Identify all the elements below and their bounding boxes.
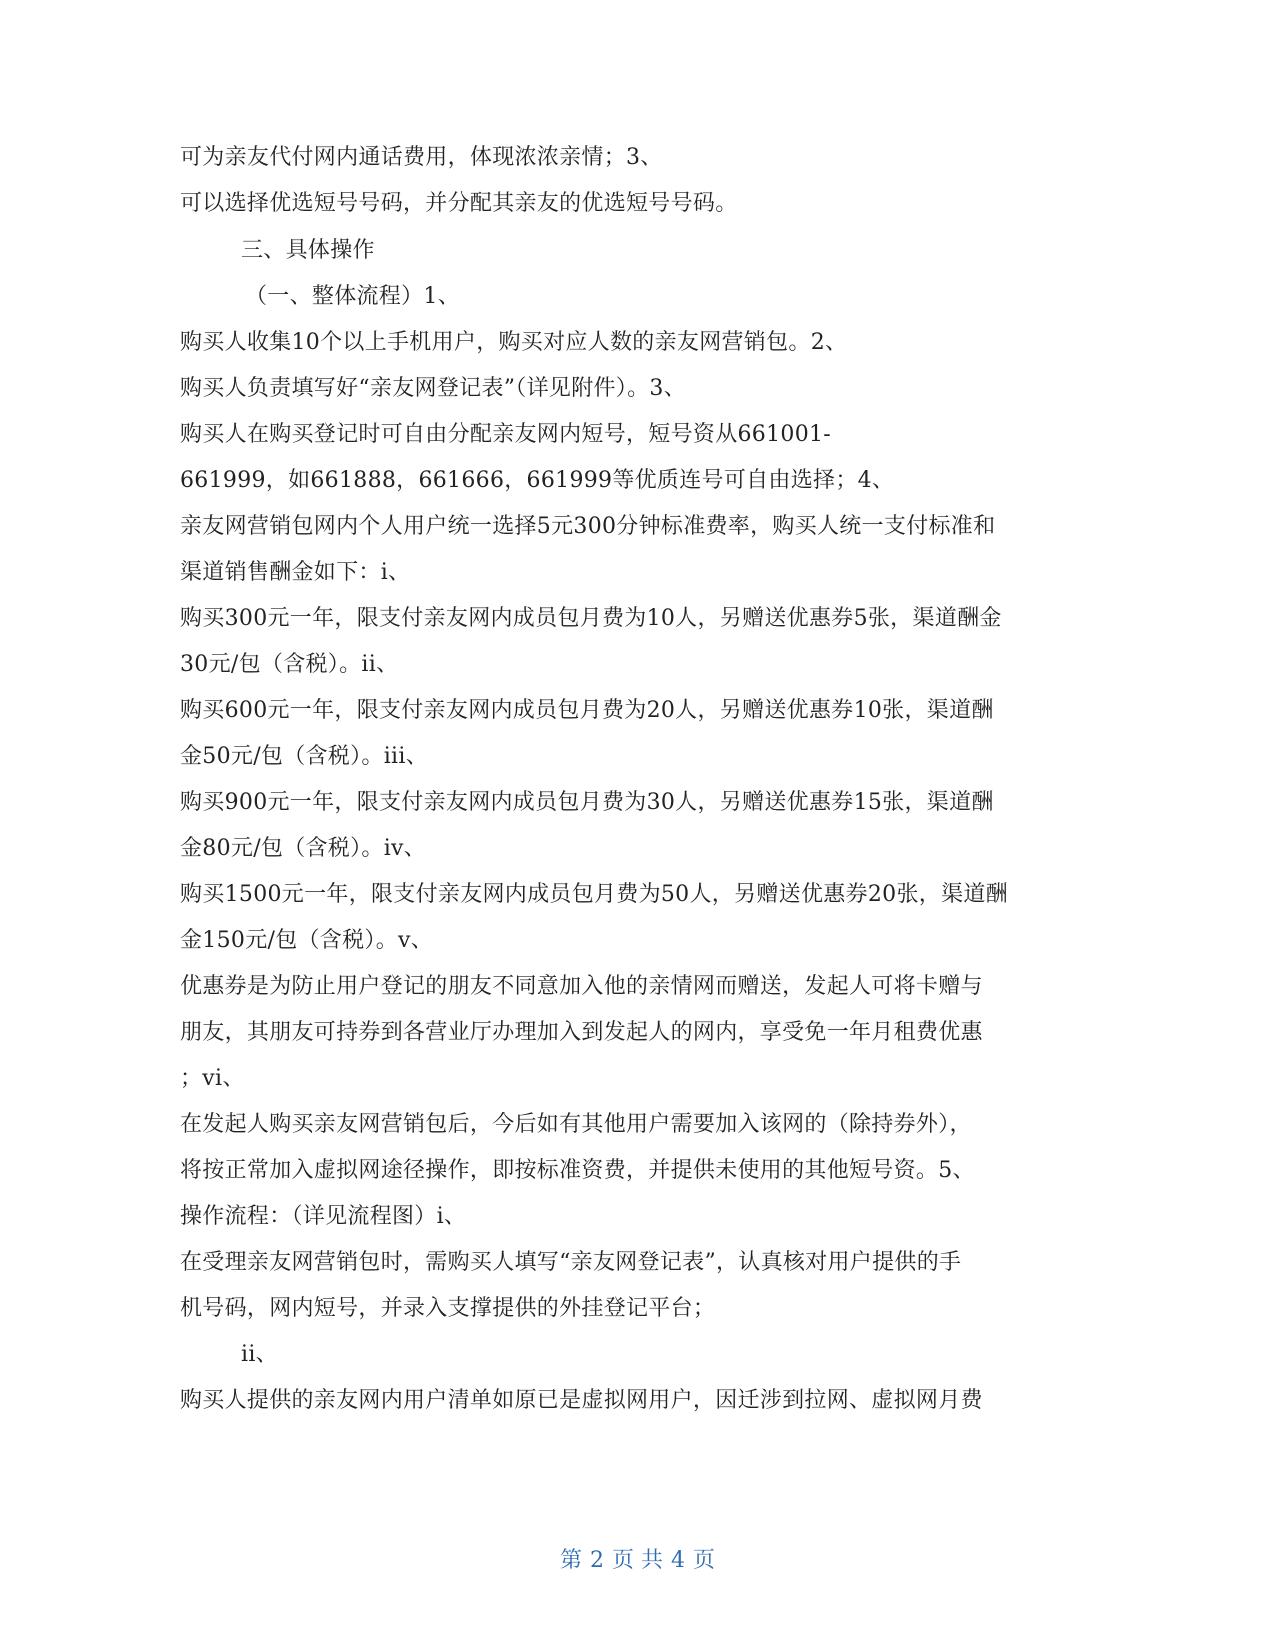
text-line: 金150元/包（含税）。v、 bbox=[180, 928, 434, 953]
text-line: 机号码，网内短号，并录入支撑提供的外挂登记平台； bbox=[180, 1296, 716, 1321]
text-line: 优惠券是为防止用户登记的朋友不同意加入他的亲情网而赠送，发起人可将卡赠与 bbox=[180, 974, 983, 999]
text-line: 购买人负责填写好“亲友网登记表”（详见附件）。3、 bbox=[180, 376, 686, 401]
text-line: 将按正常加入虚拟网途径操作，即按标准资费，并提供未使用的其他短号资。5、 bbox=[180, 1158, 975, 1183]
text-line: 30元/包（含税）。ii、 bbox=[180, 652, 399, 677]
text-line: 购买600元一年，限支付亲友网内成员包月费为20人，另赠送优惠券10张，渠道酬 bbox=[180, 698, 994, 723]
text-line: 可以选择优选短号号码，并分配其亲友的优选短号号码。 bbox=[180, 191, 738, 216]
text-line: 金80元/包（含税）。iv、 bbox=[180, 836, 427, 861]
page-footer bbox=[0, 1546, 1275, 1576]
text-line: 金50元/包（含税）。iii、 bbox=[180, 744, 429, 769]
text-line: 操作流程：（详见流程图）i、 bbox=[180, 1204, 467, 1229]
footer-page-number: 2 bbox=[590, 1548, 604, 1573]
text-line: 购买人在购买登记时可自由分配亲友网内短号，短号资从661001- bbox=[180, 422, 832, 447]
footer-suffix: 页 bbox=[693, 1548, 716, 1573]
text-line: 购买1500元一年，限支付亲友网内成员包月费为50人，另赠送优惠券20张，渠道酬 bbox=[180, 882, 1008, 907]
text-line: 在受理亲友网营销包时，需购买人填写“亲友网登记表”，认真核对用户提供的手 bbox=[180, 1250, 962, 1275]
text-line: 渠道销售酬金如下：i、 bbox=[180, 560, 411, 585]
text-line: 661999，如661888，661666，661999等优质连号可自由选择；4、 bbox=[180, 468, 895, 493]
footer-prefix: 第 bbox=[559, 1548, 582, 1573]
text-line: 购买900元一年，限支付亲友网内成员包月费为30人，另赠送优惠券15张，渠道酬 bbox=[180, 790, 994, 815]
text-line: 亲友网营销包网内个人用户统一选择5元300分钟标准费率，购买人统一支付标准和 bbox=[180, 514, 996, 539]
text-line: 购买人收集10个以上手机用户，购买对应人数的亲友网营销包。2、 bbox=[180, 330, 848, 355]
text-line: 可为亲友代付网内通话费用，体现浓浓亲情；3、 bbox=[180, 145, 663, 170]
text-line: 购买人提供的亲友网内用户清单如原已是虚拟网用户，因迁涉到拉网、虚拟网月费 bbox=[180, 1388, 983, 1413]
footer-middle: 页 共 bbox=[612, 1548, 663, 1573]
footer-total-pages: 4 bbox=[671, 1548, 685, 1573]
text-line: 购买300元一年，限支付亲友网内成员包月费为10人，另赠送优惠券5张，渠道酬金 bbox=[180, 606, 1002, 631]
text-line: 在发起人购买亲友网营销包后，今后如有其他用户需要加入该网的（除持券外）， bbox=[180, 1112, 972, 1137]
text-line: 朋友，其朋友可持券到各营业厅办理加入到发起人的网内，享受免一年月租费优惠 bbox=[180, 1020, 983, 1045]
subsection-heading: （一、整体流程）1、 bbox=[245, 284, 460, 309]
text-line: ii、 bbox=[241, 1342, 278, 1367]
section-heading: 三、具体操作 bbox=[241, 238, 375, 263]
text-line: ；vi、 bbox=[180, 1066, 245, 1091]
